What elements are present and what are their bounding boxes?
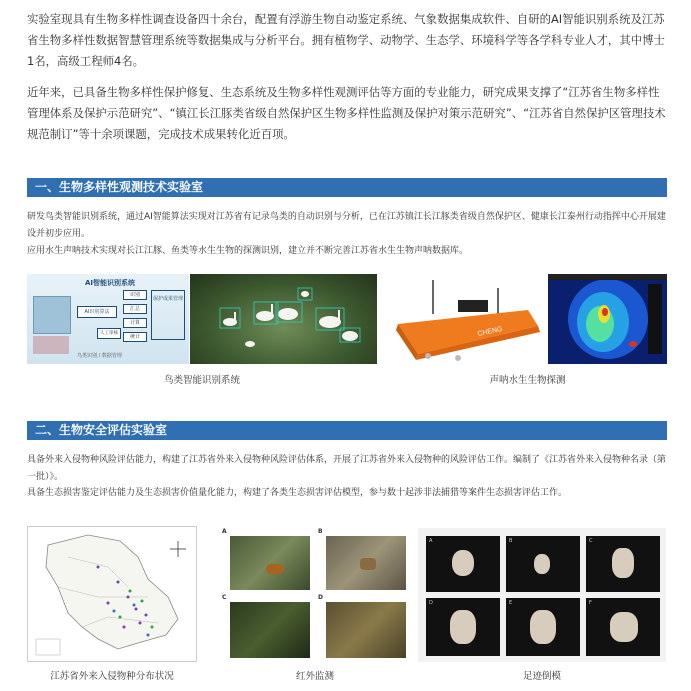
monitor-icon [33,296,71,334]
section-header-biosafety-lab [27,421,667,440]
sonar-heatmap [548,274,667,364]
bird-system-caption: 鸟类智能识别系统 [163,375,240,386]
photo-label-a: A [222,528,227,535]
photo-label-d: D [318,594,323,601]
footprint-caption: 足迹倒模 [522,671,561,682]
infrared-photo-d [326,602,406,658]
mold-label-c: C [589,538,593,544]
compass-icon [170,541,186,557]
mold-label-b: B [509,538,513,544]
mold-photo-b [506,536,580,592]
section-title: 二、生物安全评估实验室 [35,423,168,437]
section1-paragraph-2: 应用水生声呐技术实现对长江江豚、鱼类等水生生物的探测识别，建立并不断完善江苏省水生生物声呐数据库。 [27,246,469,256]
infrared-photo-a [230,536,310,590]
diagram-footer: 鸟类识别 / 数据管理 [77,353,122,359]
mold-photo-d [426,598,500,656]
boat-brand: CHENG [476,325,504,338]
mold-photo-f [586,598,660,656]
bird-photo [190,274,377,364]
boat-illustration [388,274,544,364]
mold-label-e: E [509,600,513,606]
manual-review-box: 人工审核 [97,328,121,339]
infrared-caption: 红外监测 [295,671,334,682]
egrets-illustration [190,274,377,364]
photo-label-b: B [318,528,323,535]
jiangsu-map-illustration [28,527,197,662]
thumbnail-image [33,336,69,354]
mold-photo-c [586,536,660,592]
flow-box-compute: 计算 [123,318,147,328]
map-caption: 江苏省外来入侵物种分布状况 [50,671,174,682]
invasive-species-map [27,526,197,662]
side-panel: 保护成果管理 [151,290,185,340]
map-legend [36,639,60,655]
flow-box-stats: 统计 [123,332,147,342]
mold-label-d: D [429,600,433,606]
ai-system-title: AI智能识别系统 [85,279,136,287]
section1-paragraph-1: 研发鸟类智能识别系统，通过AI智能算法实现对江苏省有记录鸟类的自动识别与分析，已在江苏镇江长江豚类省级自然保护区、健康长江泰州行动指挥中心开展建设并初步应用。 [27,212,666,239]
mold-photo-a [426,536,500,592]
section-title: 一、生物多样性观测技术实验室 [35,180,204,194]
section2-paragraph-1: 具备外来入侵物种风险评估能力，构建了江苏省外来入侵物种风险评估体系，开展了江苏省外来入侵物种的风险评估工作。编制了《江苏省外来入侵物种名录（第一批）》。 [27,455,667,482]
infrared-photo-b [326,536,406,590]
mold-label-a: A [429,538,433,544]
photo-label-c: C [222,594,227,601]
mold-photo-e [506,598,580,656]
infrared-photo-c [230,602,310,658]
intro-paragraph-2: 近年来，已具备生物多样性保护修复、生态系统及生物多样性观测评估等方面的专业能力，研究成果支撑了“江苏省生物多样性管理体系及保护示范研究”、“镇江长江豚类省级自然保护区生物多样性监测及保护对策示范研究”、“江苏省自然保护区管理技术规范制订”等十余项课题，完成技术成果转化近百项。 [27,85,666,141]
section-header-observation-lab [27,178,667,197]
ai-system-diagram [27,274,189,364]
infrared-photo-grid [222,528,408,662]
sonar-boat-photo [388,274,544,364]
sonar-caption: 声呐水生生物探测 [489,375,566,386]
flow-box-identify: 识别 [123,290,147,300]
section2-paragraph-2: 具备生态损害鉴定评估能力及生态损害价值量化能力，构建了各类生态损害评估模型，参与数十起涉非法捕猎等案件生态损害评估工作。 [27,488,568,498]
heatmap-illustration [548,274,667,364]
footprint-mold-grid [418,528,666,662]
ai-algorithm-box: AI识别算法 [77,306,117,318]
mold-label-f: F [589,600,592,606]
intro-paragraph-1: 实验室现具有生物多样性调查设备四十余台，配置有浮游生物自动鉴定系统、气象数据集成软件、自研的AI智能识别系统及江苏省生物多样性数据智慧管理系统等数据集成与分析平台。拥有植物学、动物学、生态学、环境科学等各学科专业人才，其中博士1名，高级工程师4名。 [27,12,665,68]
flow-box-summary: 汇总 [123,304,147,314]
